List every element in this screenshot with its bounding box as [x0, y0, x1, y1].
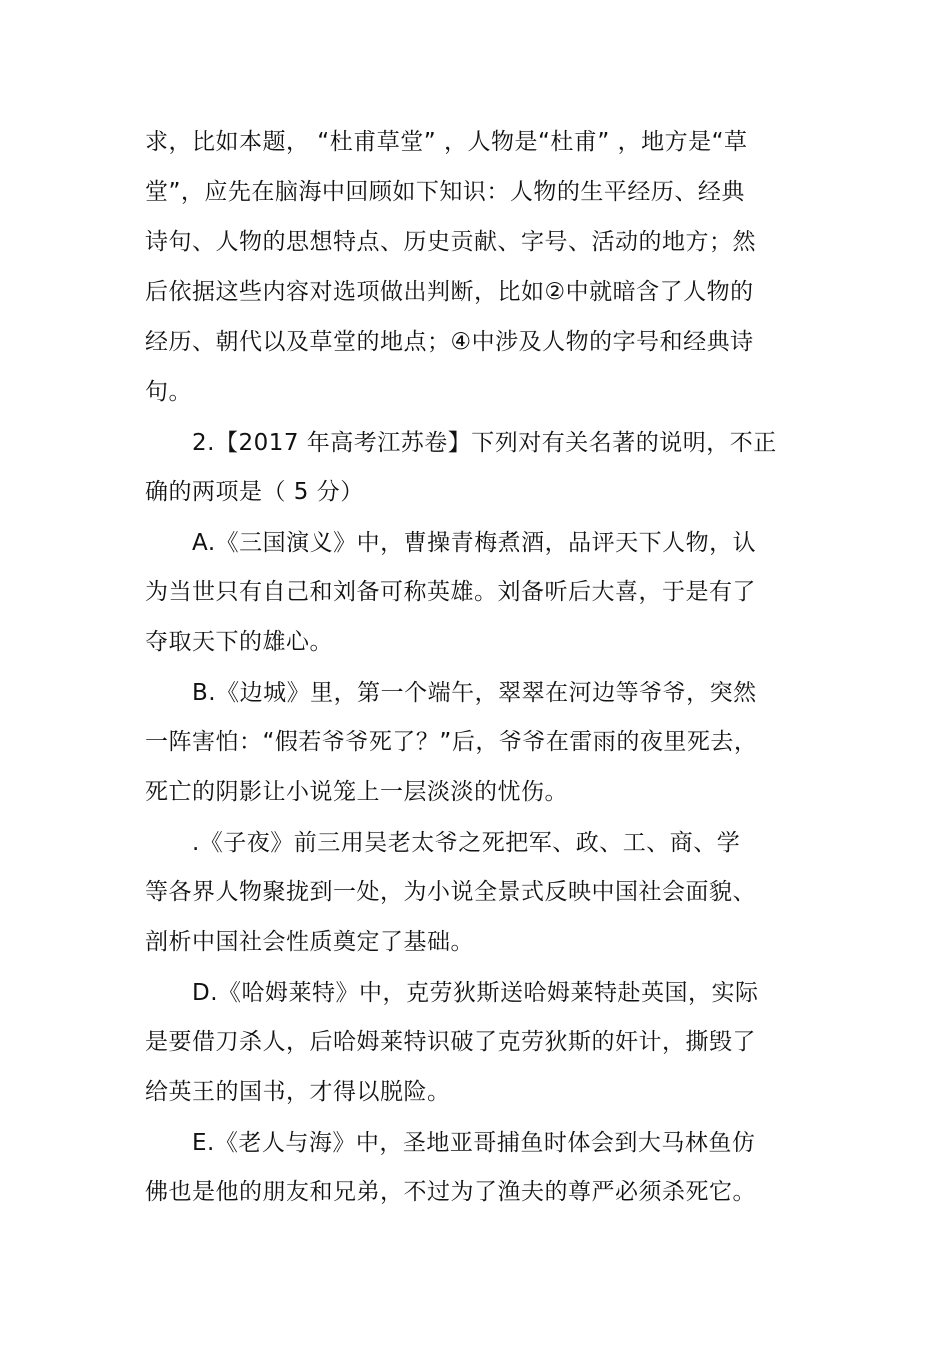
option-d-line: D.《哈姆莱特》中，克劳狄斯送哈姆莱特赴英国，实际 — [192, 980, 759, 1006]
option-c-line: 等各界人物聚拢到一处，为小说全景式反映中国社会面貌、 — [145, 879, 756, 905]
option-e-line: 佛也是他的朋友和兄弟，不过为了渔夫的尊严必须杀死它。 — [145, 1179, 756, 1205]
option-b-line: B.《边城》里，第一个端午，翠翠在河边等爷爷，突然 — [192, 680, 757, 706]
option-a-line: A.《三国演义》中，曹操青梅煮酒，品评天下人物，认 — [192, 530, 757, 556]
explanation-line: 求，比如本题， “杜甫草堂” ，人物是“杜甫” ，地方是“草 — [145, 129, 748, 155]
option-a-line: 夺取天下的雄心。 — [145, 629, 333, 655]
explanation-line: 堂”，应先在脑海中回顾如下知识：人物的生平经历、经典 — [145, 179, 745, 205]
explanation-line: 句。 — [145, 379, 192, 405]
option-b-line: 死亡的阴影让小说笼上一层淡淡的忧伤。 — [145, 779, 568, 805]
question-stem-line: 2.【2017 年高考江苏卷】下列对有关名著的说明，不正 — [192, 430, 777, 456]
option-c-line: .《子夜》前三用吴老太爷之死把军、政、工、商、学 — [192, 830, 741, 856]
explanation-line: 诗句、人物的思想特点、历史贡献、字号、活动的地方；然 — [145, 229, 756, 255]
option-c-line: 剖析中国社会性质奠定了基础。 — [145, 929, 474, 955]
explanation-line: 经历、朝代以及草堂的地点；④中涉及人物的字号和经典诗 — [145, 329, 754, 355]
option-d-line: 给英王的国书，才得以脱险。 — [145, 1079, 451, 1105]
option-b-line: 一阵害怕：“假若爷爷死了？”后，爷爷在雷雨的夜里死去， — [145, 729, 758, 755]
option-e-line: E.《老人与海》中，圣地亚哥捕鱼时体会到大马林鱼仿 — [192, 1130, 756, 1156]
option-a-line: 为当世只有自己和刘备可称英雄。刘备听后大喜，于是有了 — [145, 579, 756, 605]
explanation-line: 后依据这些内容对选项做出判断，比如②中就暗含了人物的 — [145, 279, 754, 305]
option-d-line: 是要借刀杀人，后哈姆莱特识破了克劳狄斯的奸计，撕毁了 — [145, 1029, 756, 1055]
question-stem-line: 确的两项是（ 5 分） — [145, 479, 364, 505]
